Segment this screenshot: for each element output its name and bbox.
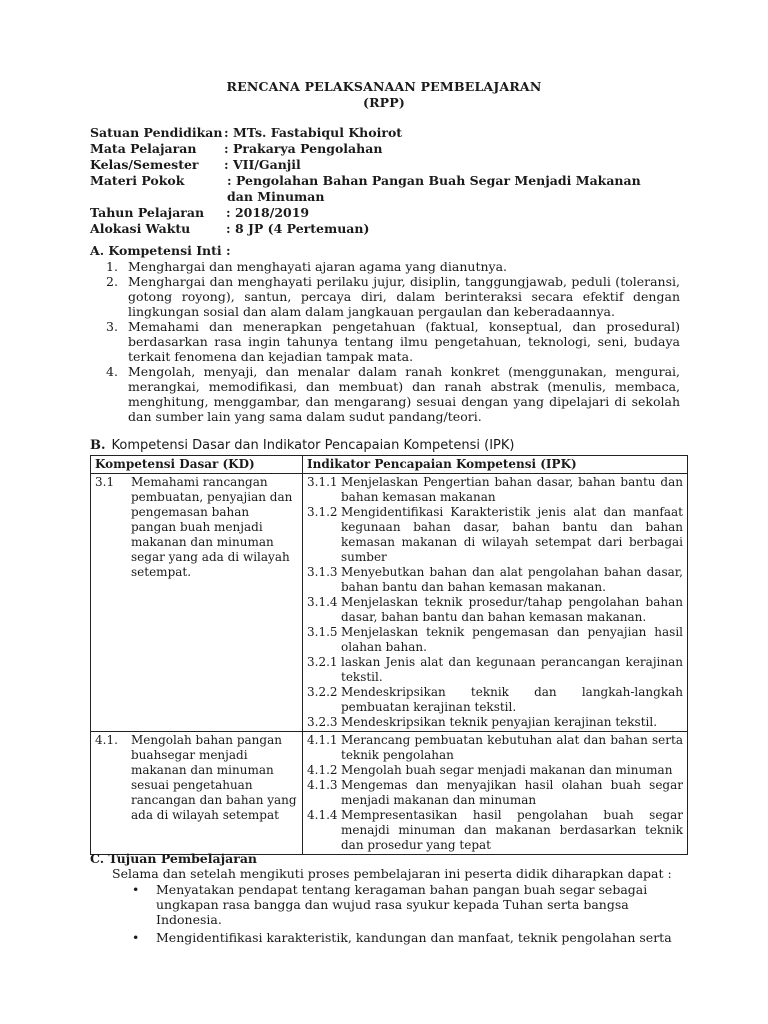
section-b-letter: B. xyxy=(90,438,106,453)
identity-key: Alokasi Waktu xyxy=(90,221,191,236)
bullet-icon: • xyxy=(132,882,140,897)
list-item-text: Menghargai dan menghayati perilaku jujur, disiplin, tanggungjawab, peduli (toleransi, gotong royong), santun, percaya diri, dalam berinteraksi secara efektif dengan lingkungan sosial dan alam dalam jangkauan pergaulan dan keberadaannya. xyxy=(128,274,680,319)
core-competency-list xyxy=(106,259,680,424)
ipk-text: Mengidentifikasi Karakteristik jenis alat dan manfaat kegunaan bahan dasar, bahan bantu dan bahan kemasan makanan di wilayah setempat dari berbagai sumber xyxy=(341,505,683,564)
competency-table xyxy=(90,455,688,855)
kd-number: 4.1. xyxy=(95,733,118,747)
ipk-number: 4.1.1 xyxy=(307,733,338,747)
identity-row xyxy=(90,173,690,205)
ipk-text: Menjelaskan Pengertian bahan dasar, bahan bantu dan bahan kemasan makanan xyxy=(341,475,683,504)
ipk-item xyxy=(307,505,683,565)
ipk-number: 4.1.3 xyxy=(307,778,338,792)
ipk-text: laskan Jenis alat dan kegunaan perancangan kerajinan tekstil. xyxy=(341,655,683,684)
ipk-item xyxy=(307,685,683,715)
ipk-item xyxy=(307,733,683,763)
list-item-text: Menyatakan pendapat tentang keragaman bahan pangan buah segar sebagai ungkapan rasa bangga dan wujud rasa syukur kepada Tuhan serta bangsa Indonesia. xyxy=(156,882,648,927)
list-item-text: Memahami dan menerapkan pengetahuan (faktual, konseptual, dan prosedural) berdasarkan rasa ingin tahunya tentang ilmu pengetahuan, teknologi, seni, budaya terkait fenomena dan kejadian tampak mata. xyxy=(128,319,680,364)
ipk-text: Merancang pembuatan kebutuhan alat dan bahan serta teknik pengolahan xyxy=(341,733,683,762)
ipk-number: 3.1.3 xyxy=(307,565,338,579)
identity-value: : 2018/2019 xyxy=(226,205,310,220)
table-row xyxy=(91,732,688,855)
column-header-ipk: Indikator Pencapaian Kompetensi (IPK) xyxy=(303,456,688,474)
table-header-row xyxy=(91,456,688,474)
identity-key: Mata Pelajaran xyxy=(90,141,197,156)
ipk-cell xyxy=(303,732,688,855)
ipk-item xyxy=(307,565,683,595)
identity-key: Satuan Pendidikan xyxy=(90,125,223,140)
list-item xyxy=(128,930,682,945)
identity-row xyxy=(90,205,690,221)
ipk-text: Mempresentasikan hasil pengolahan buah segar menajdi minuman dan makanan berdasarkan teknik dan prosedur yang tepat xyxy=(341,808,683,852)
ipk-number: 3.2.1 xyxy=(307,655,338,669)
kd-entry xyxy=(95,733,298,823)
ipk-number: 3.1.2 xyxy=(307,505,338,519)
ipk-number: 3.2.2 xyxy=(307,685,338,699)
identity-value: : Pengolahan Bahan Pangan Buah Segar Menjadi Makanan dan Minuman xyxy=(227,173,641,204)
identity-value: : MTs. Fastabiqul Khoirot xyxy=(224,125,403,140)
identity-key: Kelas/Semester xyxy=(90,157,199,172)
table-row xyxy=(91,474,688,732)
ipk-item xyxy=(307,595,683,625)
ipk-number: 4.1.4 xyxy=(307,808,338,822)
ipk-item xyxy=(307,655,683,685)
section-a-heading: A. Kompetensi Inti : xyxy=(90,243,231,258)
ipk-number: 3.2.3 xyxy=(307,715,338,729)
ipk-item xyxy=(307,778,683,808)
identity-row xyxy=(90,221,690,237)
identity-row xyxy=(90,141,690,157)
document-subtitle: (RPP) xyxy=(362,95,405,110)
ipk-number: 4.1.2 xyxy=(307,763,338,777)
list-item xyxy=(106,319,680,364)
list-item-text: Mengidentifikasi karakteristik, kandungan dan manfaat, teknik pengolahan serta xyxy=(156,930,672,945)
ipk-item xyxy=(307,715,683,730)
ipk-text: Menyebutkan bahan dan alat pengolahan bahan dasar, bahan bantu dan bahan kemasan makanan. xyxy=(341,565,683,594)
kd-text: Mengolah bahan pangan buahsegar menjadi makanan dan minuman sesuai pengetahuan rancangan dan bahan yang ada di wilayah setempat xyxy=(131,733,297,822)
kd-number: 3.1 xyxy=(95,475,115,489)
list-item-text: Menghargai dan menghayati ajaran agama yang dianutnya. xyxy=(128,259,508,274)
identity-key: Materi Pokok xyxy=(90,173,185,188)
identity-value: : 8 JP (4 Pertemuan) xyxy=(226,221,370,236)
identity-value: : VII/Ganjil xyxy=(224,157,301,172)
identity-key: Tahun Pelajaran xyxy=(90,205,205,220)
objective-list xyxy=(128,882,682,948)
list-item-number: 3. xyxy=(106,319,118,334)
kd-cell xyxy=(91,474,303,732)
bullet-icon: • xyxy=(132,930,140,945)
list-item xyxy=(106,274,680,319)
list-item xyxy=(128,882,682,927)
kd-entry xyxy=(95,475,298,580)
ipk-number: 3.1.5 xyxy=(307,625,338,639)
ipk-number: 3.1.1 xyxy=(307,475,338,489)
identity-row xyxy=(90,157,690,173)
list-item-number: 1. xyxy=(106,259,118,274)
ipk-item xyxy=(307,763,683,778)
list-item-number: 2. xyxy=(106,274,118,289)
ipk-number: 3.1.4 xyxy=(307,595,338,609)
ipk-text: Mengolah buah segar menjadi makanan dan minuman xyxy=(341,763,673,777)
ipk-item xyxy=(307,475,683,505)
ipk-text: Mengemas dan menyajikan hasil olahan buah segar menjadi makanan dan minuman xyxy=(341,778,683,807)
ipk-text: Menjelaskan teknik pengemasan dan penyajian hasil olahan bahan. xyxy=(341,625,683,654)
ipk-text: Mendeskripsikan teknik dan langkah-langkah pembuatan kerajinan tekstil. xyxy=(341,685,683,714)
kd-text: Memahami rancangan pembuatan, penyajian dan pengemasan bahan pangan buah menjadi makanan dan minuman segar yang ada di wilayah setempat. xyxy=(131,475,293,579)
list-item xyxy=(106,259,680,274)
section-b-title: Kompetensi Dasar dan Indikator Pencapaian Kompetensi (IPK) xyxy=(111,438,515,453)
identity-block xyxy=(90,125,690,237)
document-title: RENCANA PELAKSANAAN PEMBELAJARAN xyxy=(226,79,542,94)
kd-cell xyxy=(91,732,303,855)
ipk-text: Mendeskripsikan teknik penyajian kerajinan tekstil. xyxy=(341,715,658,729)
section-c-intro: Selama dan setelah mengikuti proses pembelajaran ini peserta didik diharapkan dapat : xyxy=(112,866,672,881)
list-item-text: Mengolah, menyaji, dan menalar dalam ranah konkret (menggunakan, mengurai, merangkai, memodifikasi, dan membuat) dan ranah abstrak (menulis, membaca, menghitung, menggambar, dan mengarang) sesuai dengan yang dipelajari di sekolah dan sumber lain yang sama dalam sudut pandang/teori. xyxy=(128,364,680,424)
ipk-item xyxy=(307,808,683,853)
list-item xyxy=(106,364,680,424)
list-item-number: 4. xyxy=(106,364,118,379)
section-c-heading: C. Tujuan Pembelajaran xyxy=(90,851,258,866)
ipk-item xyxy=(307,625,683,655)
section-b-heading xyxy=(90,438,514,453)
identity-value: : Prakarya Pengolahan xyxy=(224,141,383,156)
ipk-cell xyxy=(303,474,688,732)
identity-row xyxy=(90,125,690,141)
ipk-text: Menjelaskan teknik prosedur/tahap pengolahan bahan dasar, bahan bantu dan bahan kemasan makanan. xyxy=(341,595,683,624)
column-header-kd: Kompetensi Dasar (KD) xyxy=(91,456,303,474)
